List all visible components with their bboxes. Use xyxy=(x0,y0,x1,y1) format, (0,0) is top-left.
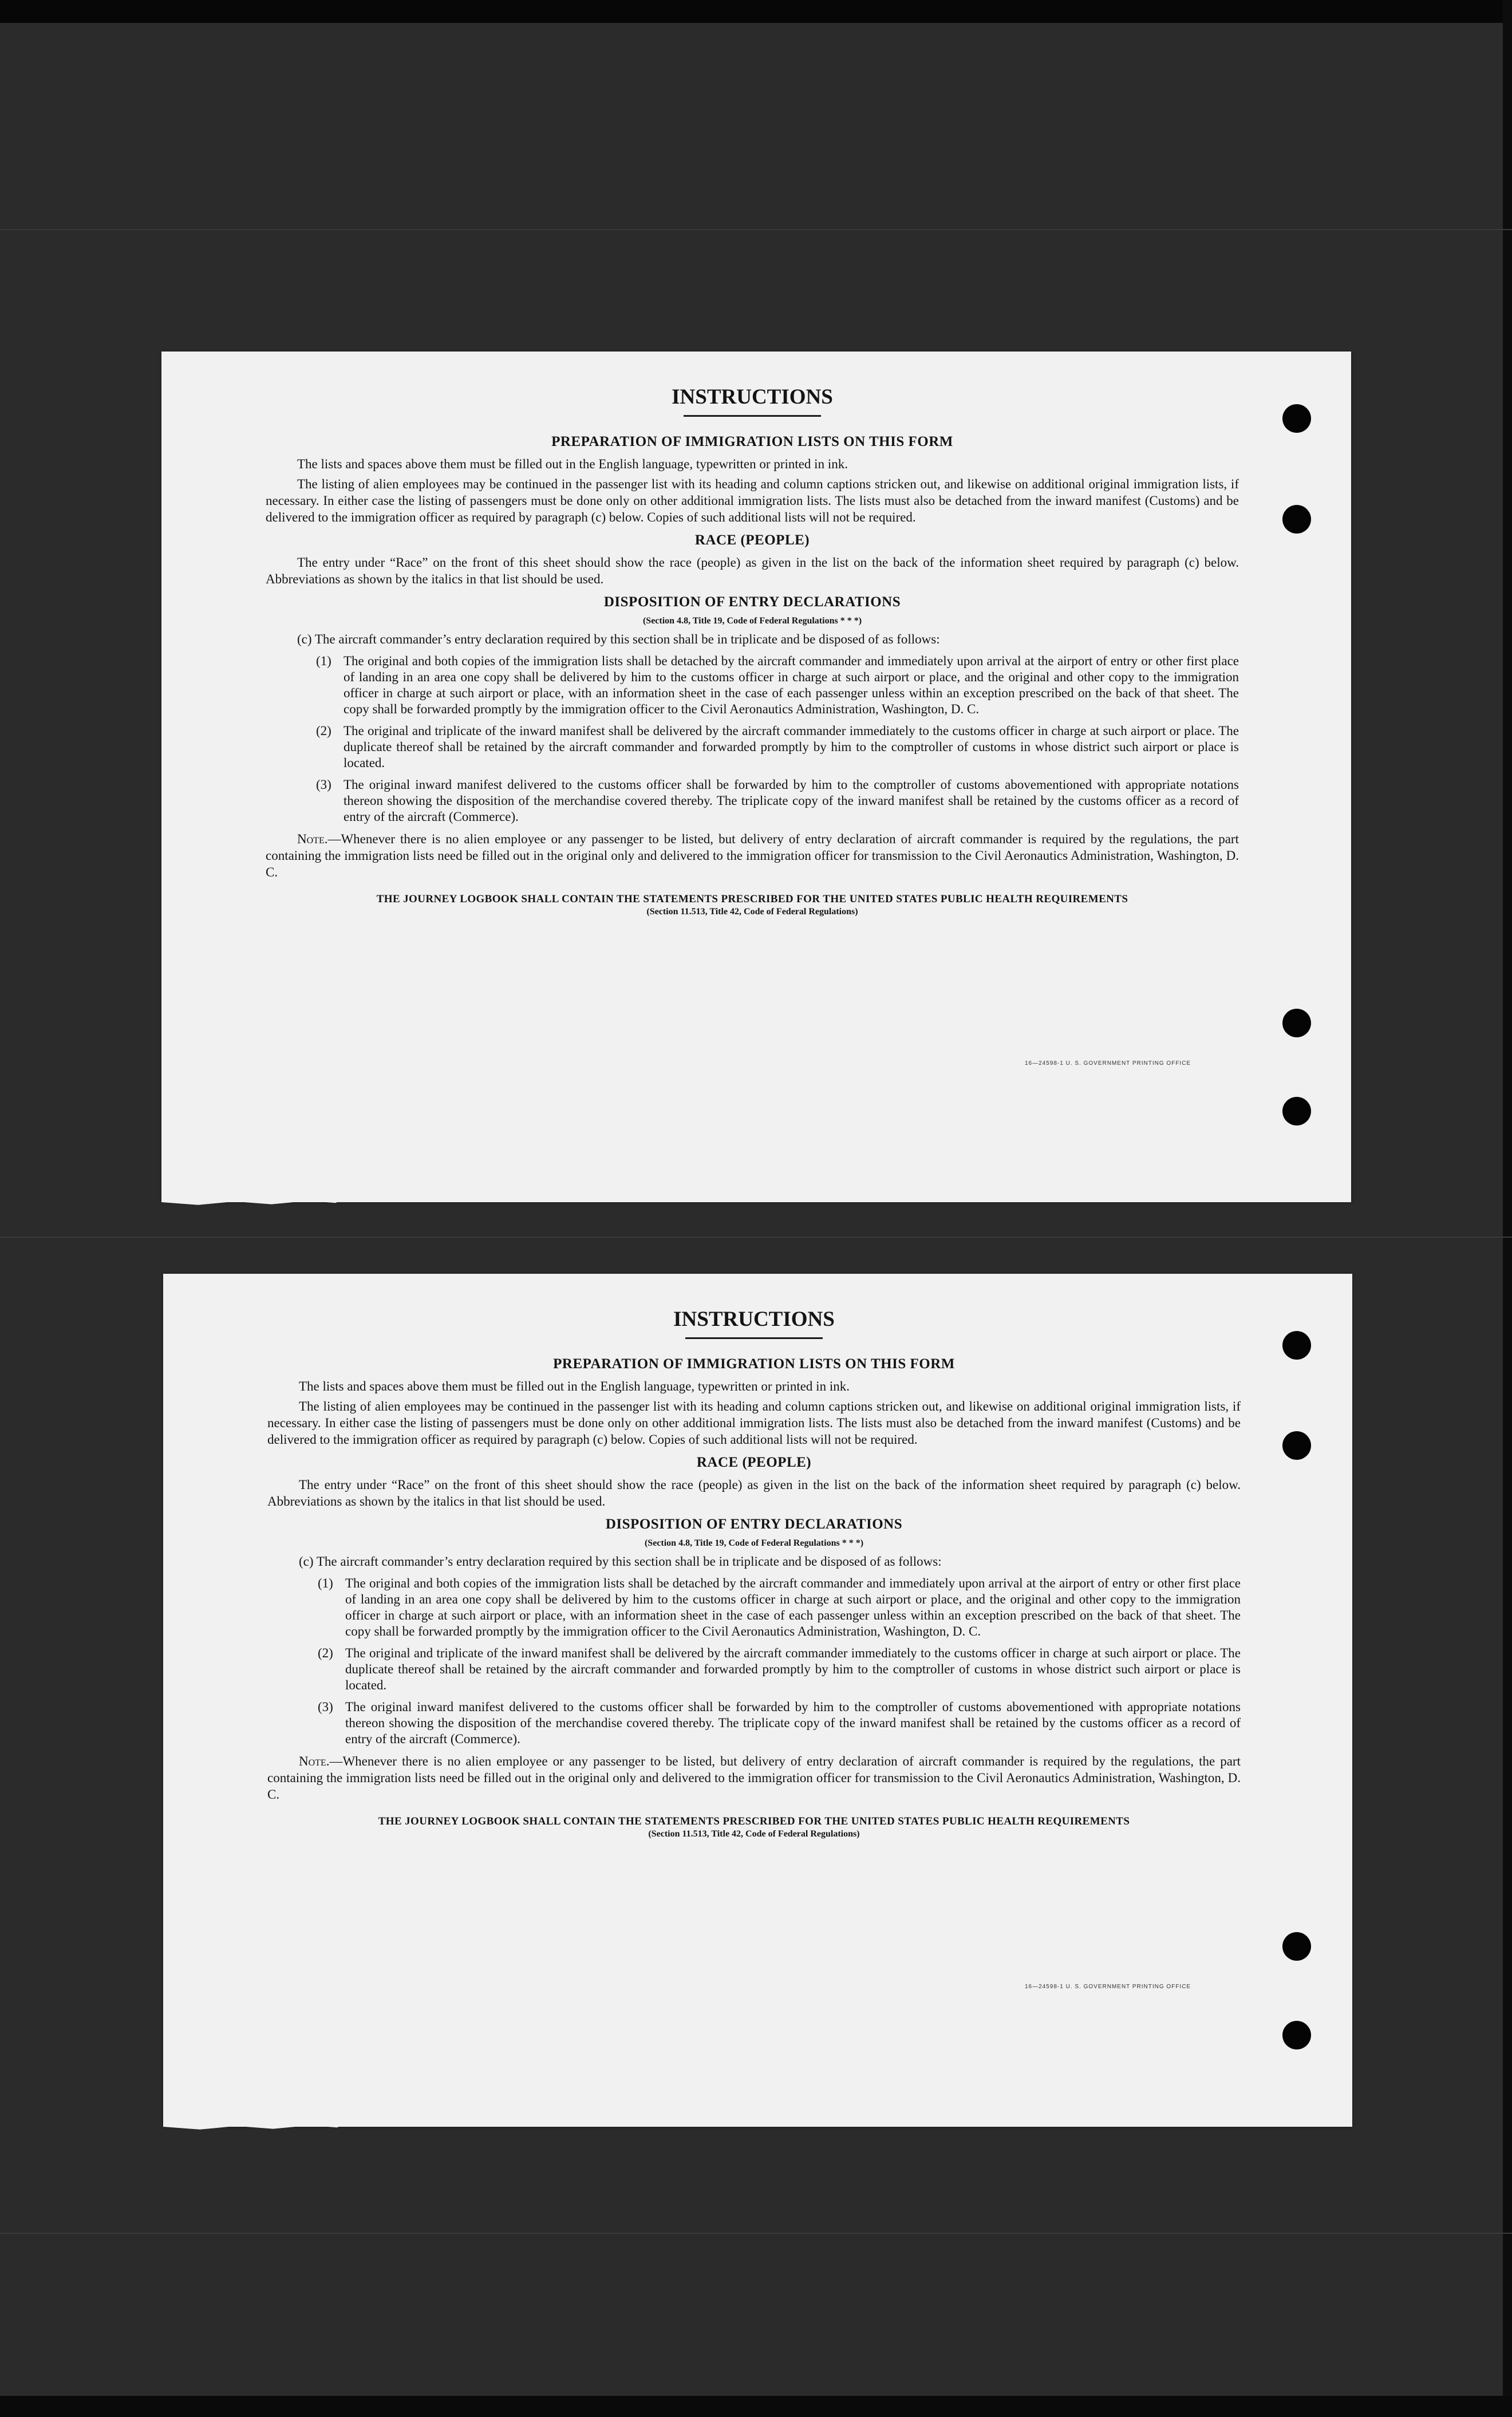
printing-office-code: 16—24598-1 U. S. GOVERNMENT PRINTING OFFICE xyxy=(1025,1984,1191,1990)
item-text: The original inward manifest delivered to the customs officer shall be forwarded by him to the comptroller of customs abovementioned with appropriate notations thereon showing the disposition of the merchandise covered thereby. The triplicate copy of the inward manifest shall be retained by the customs officer as a record of entry of the aircraft (Commerce). xyxy=(344,777,1239,824)
list-item-2 xyxy=(318,1645,1241,1693)
punch-hole xyxy=(1282,1097,1311,1125)
sheet-title: INSTRUCTIONS xyxy=(673,1308,835,1331)
list-item-1 xyxy=(316,653,1239,717)
item-number: (1) xyxy=(318,1576,333,1590)
paragraph-lists-language: The lists and spaces above them must be filled out in the English language, typewritten or printed in ink. xyxy=(297,457,848,471)
section-citation: (Section 4.8, Title 19, Code of Federal Regulations * * *) xyxy=(642,616,862,626)
section-heading-disposition: DISPOSITION OF ENTRY DECLARATIONS xyxy=(605,1516,903,1532)
scan-artifact xyxy=(0,1237,1512,1238)
item-number: (2) xyxy=(316,724,331,738)
note-text: —Whenever there is no alien employee or any passenger to be listed, but delivery of entry declaration of aircraft commander is required by the regulations, the part containing the immigration lists need be filled out in the original only and delivered to the immigration officer for transmission to the Civil Aeronautics Administration, Washington, D. C. xyxy=(266,832,1239,879)
punch-hole xyxy=(1282,2021,1311,2049)
list-item-3 xyxy=(316,777,1239,825)
film-border-top xyxy=(0,0,1512,23)
item-number: (3) xyxy=(316,777,331,792)
punch-hole xyxy=(1282,404,1311,433)
film-border-bottom xyxy=(0,2396,1512,2417)
title-underline xyxy=(684,415,821,417)
printing-office-code: 16—24598-1 U. S. GOVERNMENT PRINTING OFFICE xyxy=(1025,1060,1191,1067)
item-text: The original inward manifest delivered to the customs officer shall be forwarded by him to the comptroller of customs abovementioned with appropriate notations thereon showing the disposition of the merchandise covered thereby. The triplicate copy of the inward manifest shall be retained by the customs officer as a record of entry of the aircraft (Commerce). xyxy=(345,1700,1241,1746)
scan-artifact xyxy=(0,2233,1512,2234)
film-border-right xyxy=(1503,0,1512,2417)
paragraph-lists-language: The lists and spaces above them must be filled out in the English language, typewritten or printed in ink. xyxy=(299,1379,850,1393)
footer-citation: (Section 11.513, Title 42, Code of Federal Regulations) xyxy=(648,1829,860,1839)
punch-hole xyxy=(1282,1009,1311,1037)
section-citation: (Section 4.8, Title 19, Code of Federal Regulations * * *) xyxy=(644,1538,864,1548)
section-heading-preparation: PREPARATION OF IMMIGRATION LISTS ON THIS FORM xyxy=(551,434,953,449)
note-label: Note. xyxy=(297,832,328,846)
footer-citation: (Section 11.513, Title 42, Code of Federal Regulations) xyxy=(646,907,858,917)
torn-edge xyxy=(161,1199,345,1206)
section-heading-disposition: DISPOSITION OF ENTRY DECLARATIONS xyxy=(603,594,901,610)
list-item-3 xyxy=(318,1699,1241,1747)
punch-hole xyxy=(1282,505,1311,534)
title-underline xyxy=(685,1337,823,1339)
punch-hole xyxy=(1282,1932,1311,1961)
item-number: (3) xyxy=(318,1700,333,1714)
paragraph-alien-employees: The listing of alien employees may be continued in the passenger list with its heading and column captions stricken out, and likewise on additional original immigration lists, if necessary. In either case the listing of passengers must be done only on other additional immigration lists. The lists must also be detached from the inward manifest (Customs) and be delivered to the immigration officer as required by paragraph (c) below. Copies of such additional lists will not be required. xyxy=(266,477,1239,524)
paragraph-race-entry: The entry under “Race” on the front of this sheet should show the race (people) as given in the list on the back of the information sheet required by paragraph (c) below. Abbreviations as shown by the italics in that list should be used. xyxy=(266,555,1239,586)
section-heading-race: RACE (PEOPLE) xyxy=(694,532,810,548)
footer-health-requirements: THE JOURNEY LOGBOOK SHALL CONTAIN THE STATEMENTS PRESCRIBED FOR THE UNITED STATES PUBLIC HEALTH REQUIREMENTS xyxy=(376,893,1128,905)
punch-hole xyxy=(1282,1331,1311,1360)
torn-edge xyxy=(163,2123,346,2130)
note-label: Note. xyxy=(299,1754,330,1768)
paragraph-note xyxy=(267,1753,1241,1803)
punch-hole xyxy=(1282,1431,1311,1460)
scan-artifact xyxy=(0,229,1512,230)
sheet-content xyxy=(266,385,1239,917)
note-text: —Whenever there is no alien employee or any passenger to be listed, but delivery of entry declaration of aircraft commander is required by the regulations, the part containing the immigration lists need be filled out in the original only and delivered to the immigration officer for transmission to the Civil Aeronautics Administration, Washington, D. C. xyxy=(267,1754,1241,1802)
instruction-sheet-1 xyxy=(161,352,1351,1202)
item-number: (2) xyxy=(318,1646,333,1660)
section-heading-race: RACE (PEOPLE) xyxy=(696,1455,812,1470)
list-item-2 xyxy=(316,723,1239,771)
section-heading-preparation: PREPARATION OF IMMIGRATION LISTS ON THIS FORM xyxy=(553,1356,955,1372)
instruction-sheet-2 xyxy=(163,1274,1352,2127)
item-text: The original and triplicate of the inward manifest shall be delivered by the aircraft commander immediately to the customs officer in charge at such airport or place. The duplicate thereof shall be retained by the aircraft commander and forwarded promptly by him to the comptroller of customs in whose district such airport or place is located. xyxy=(344,724,1239,770)
paragraph-c: (c) The aircraft commander’s entry declaration required by this section shall be in triplicate and be disposed of as follows: xyxy=(299,1554,942,1569)
item-text: The original and both copies of the immigration lists shall be detached by the aircraft commander and immediately upon arrival at the airport of entry or other first place of landing in an area one copy shall be delivered by him to the customs officer in charge at such airport or place, and the original and other copy to the immigration officer in charge at such airport or place, with an information sheet in the case of each passenger unless within an exception prescribed on the back of that sheet. The copy shall be forwarded promptly by the immigration officer to the Civil Aeronautics Administration, Washington, D. C. xyxy=(345,1576,1241,1638)
paragraph-alien-employees: The listing of alien employees may be continued in the passenger list with its heading and column captions stricken out, and likewise on additional original immigration lists, if necessary. In either case the listing of passengers must be done only on other additional immigration lists. The lists must also be detached from the inward manifest (Customs) and be delivered to the immigration officer as required by paragraph (c) below. Copies of such additional lists will not be required. xyxy=(267,1399,1241,1447)
footer-health-requirements: THE JOURNEY LOGBOOK SHALL CONTAIN THE STATEMENTS PRESCRIBED FOR THE UNITED STATES PUBLIC HEALTH REQUIREMENTS xyxy=(378,1815,1130,1827)
item-text: The original and both copies of the immigration lists shall be detached by the aircraft commander and immediately upon arrival at the airport of entry or other first place of landing in an area one copy shall be delivered by him to the customs officer in charge at such airport or place, and the original and other copy to the immigration officer in charge at such airport or place, with an information sheet in the case of each passenger unless within an exception prescribed on the back of that sheet. The copy shall be forwarded promptly by the immigration officer to the Civil Aeronautics Administration, Washington, D. C. xyxy=(344,654,1239,716)
paragraph-note xyxy=(266,831,1239,880)
item-text: The original and triplicate of the inward manifest shall be delivered by the aircraft commander immediately to the customs officer in charge at such airport or place. The duplicate thereof shall be retained by the aircraft commander and forwarded promptly by him to the comptroller of customs in whose district such airport or place is located. xyxy=(345,1646,1241,1692)
paragraph-race-entry: The entry under “Race” on the front of this sheet should show the race (people) as given in the list on the back of the information sheet required by paragraph (c) below. Abbreviations as shown by the italics in that list should be used. xyxy=(267,1478,1241,1508)
sheet-content xyxy=(267,1307,1241,1839)
sheet-title: INSTRUCTIONS xyxy=(672,385,833,409)
paragraph-c: (c) The aircraft commander’s entry declaration required by this section shall be in triplicate and be disposed of as follows: xyxy=(297,632,940,646)
item-number: (1) xyxy=(316,654,331,668)
list-item-1 xyxy=(318,1575,1241,1640)
